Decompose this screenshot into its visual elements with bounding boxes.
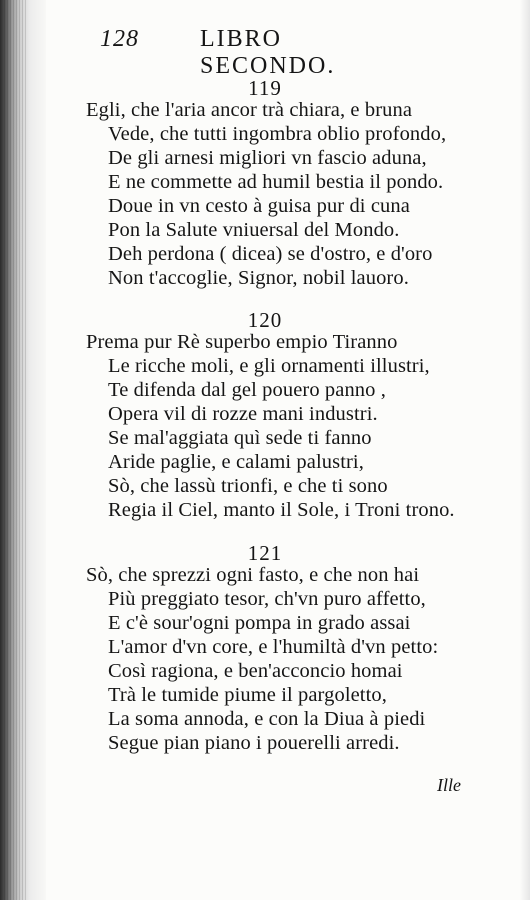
- verse-line: E c'è sour'ogni pompa in grado assai: [108, 612, 411, 634]
- page-number: 128: [100, 26, 139, 52]
- verse-line: E ne commette ad humil bestia il pondo.: [108, 171, 444, 193]
- verse-line: Doue in vn cesto à guisa pur di cuna: [108, 195, 410, 217]
- verse-line: Se mal'aggiata quì sede ti fanno: [108, 427, 372, 449]
- running-head: LIBRO SECONDO.: [200, 26, 336, 79]
- verse-line: Non t'accoglie, Signor, nobil lauoro.: [108, 267, 409, 289]
- verse-line: Trà le tumide piume il pargoletto,: [108, 684, 387, 706]
- page-edges: [4, 0, 28, 900]
- stanza-number: 120: [247, 308, 283, 332]
- verse-line: Pon la Salute vniuersal del Mondo.: [108, 219, 400, 241]
- verse-line: Deh perdona ( dicea) se d'ostro, e d'oro: [108, 243, 433, 265]
- verse-line: Prema pur Rè superbo empio Tiranno: [86, 331, 398, 353]
- stanza-number: 119: [248, 76, 282, 100]
- verse-line: Le ricche moli, e gli ornamenti illustri,: [108, 355, 430, 377]
- verse-line: De gli arnesi migliori vn fascio aduna,: [108, 147, 427, 169]
- verse-line: L'amor d'vn core, e l'humiltà d'vn petto:: [108, 636, 439, 658]
- verse-line: Segue pian piano i pouerelli arredi.: [108, 732, 400, 754]
- catchword: Ille: [437, 775, 461, 795]
- verse-line: Regia il Ciel, manto il Sole, i Troni trono.: [108, 499, 455, 521]
- verse-line: Opera vil di rozze mani industri.: [108, 403, 378, 425]
- verse-line: La soma annoda, e con la Diua à piedi: [108, 708, 426, 730]
- verse-line: Egli, che l'aria ancor trà chiara, e bruna: [86, 99, 413, 121]
- verse-line: Sò, che sprezzi ogni fasto, e che non hai: [86, 564, 420, 586]
- verse-line: Più preggiato tesor, ch'vn puro affetto,: [108, 588, 426, 610]
- verse-line: Vede, che tutti ingombra oblio profondo,: [108, 123, 447, 145]
- stanza-number: 121: [247, 541, 283, 565]
- verse-line: Te difenda dal gel pouero panno ,: [108, 379, 386, 401]
- verse-line: Sò, che lassù trionfi, e che ti sono: [108, 475, 388, 497]
- verse-line: Così ragiona, e ben'acconcio homai: [108, 660, 403, 682]
- page-header: [100, 26, 420, 79]
- verse-line: Aride paglie, e calami palustri,: [108, 451, 364, 473]
- page-right-edge: [520, 0, 530, 900]
